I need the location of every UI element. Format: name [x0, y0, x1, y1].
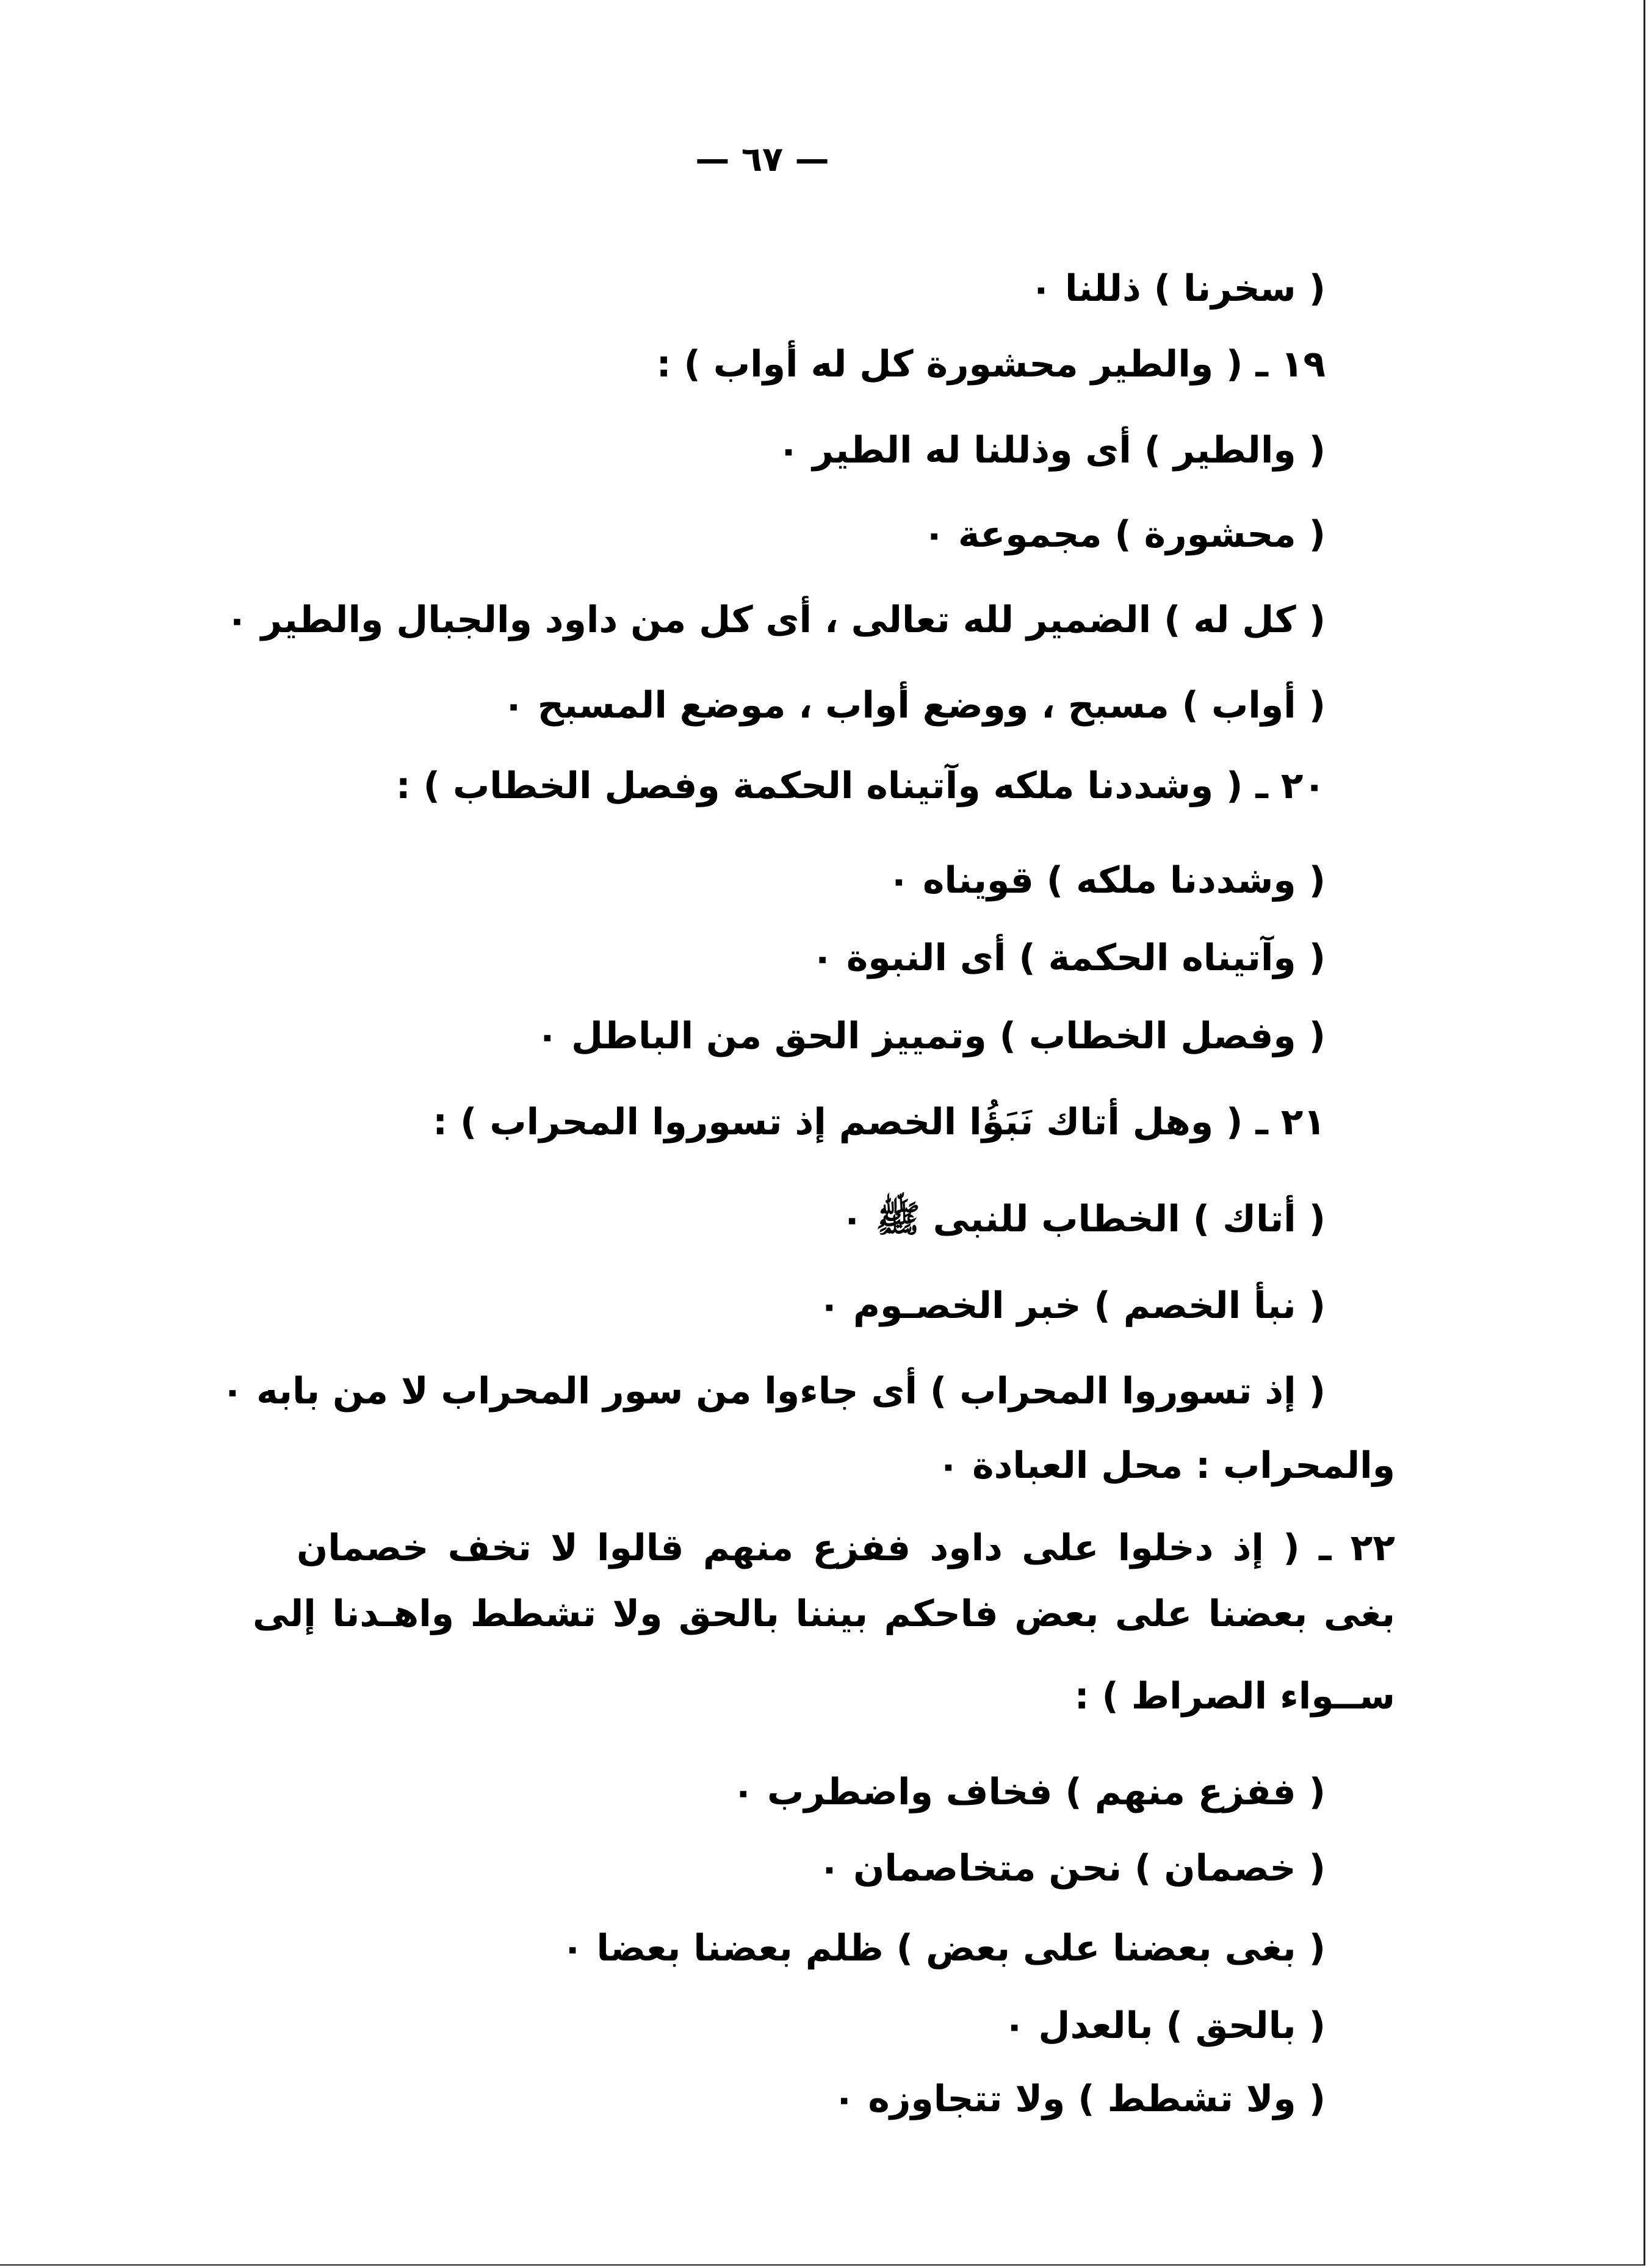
text-line: ( وشددنا ملكه ) قويناه ٠: [887, 859, 1326, 902]
text-line: ســواء الصراط ) :: [1074, 1675, 1395, 1718]
page-number: — ٦٧ —: [695, 140, 829, 179]
text-line: ( نبأ الخصم ) خبر الخصـوم ٠: [818, 1284, 1326, 1327]
text-line: ( أتاك ) الخطاب للنبى ﷺ ٠: [840, 1198, 1326, 1240]
text-line: ( وفصل الخطاب ) وتمييز الحق من الباطل ٠: [536, 1015, 1326, 1057]
text-line: ( ففزع منهم ) فخاف واضطرب ٠: [732, 1771, 1326, 1813]
text-line: بغى بعضنا على بعض فاحكم بيننا بالحق ولا تشطط واهـدنا إلى: [253, 1593, 1395, 1635]
text-line: ( كل له ) الضمير لله تعالى ، أى كل من داود والجبال والطير ٠: [226, 599, 1326, 641]
text-line: ( وآتيناه الحكمة ) أى النبوة ٠: [811, 937, 1326, 979]
text-line: ٢٢ ـ ( إذ دخلوا على داود ففزع منهم قالوا لا تخف خصمان: [297, 1527, 1395, 1569]
text-line: ( بالحق ) بالعدل ٠: [1003, 2004, 1326, 2047]
text-line: ( محشورة ) مجموعة ٠: [923, 513, 1326, 556]
text-line: ( بغى بعضنا على بعض ) ظلم بعضنا بعضا ٠: [561, 1927, 1326, 1970]
text-line: ( سخرنا ) ذللنا ٠: [1030, 267, 1326, 310]
text-line: ٢١ ـ ( وهل أتاك نَبَؤُا الخصم إذ تسوروا المحراب ) :: [433, 1101, 1326, 1143]
text-line: ( خصمان ) نحن متخاصمان ٠: [818, 1847, 1326, 1890]
text-line: ١٩ ـ ( والطير محشورة كل له أواب ) :: [656, 343, 1326, 386]
text-line: والمحراب : محل العبادة ٠: [937, 1444, 1395, 1487]
text-line: ( إذ تسوروا المحراب ) أى جاءوا من سور المحراب لا من بابه ٠: [221, 1370, 1326, 1413]
text-line: ( والطير ) أى وذللنا له الطير ٠: [777, 429, 1326, 472]
text-line: ( أواب ) مسبح ، ووضع أواب ، موضع المسبح ٠: [502, 684, 1326, 727]
text-line: ٢٠ ـ ( وشددنا ملكه وآتيناه الحكمة وفصل الخطاب ) :: [395, 765, 1326, 807]
text-line: ( ولا تشطط ) ولا تتجاوزه ٠: [832, 2078, 1326, 2120]
